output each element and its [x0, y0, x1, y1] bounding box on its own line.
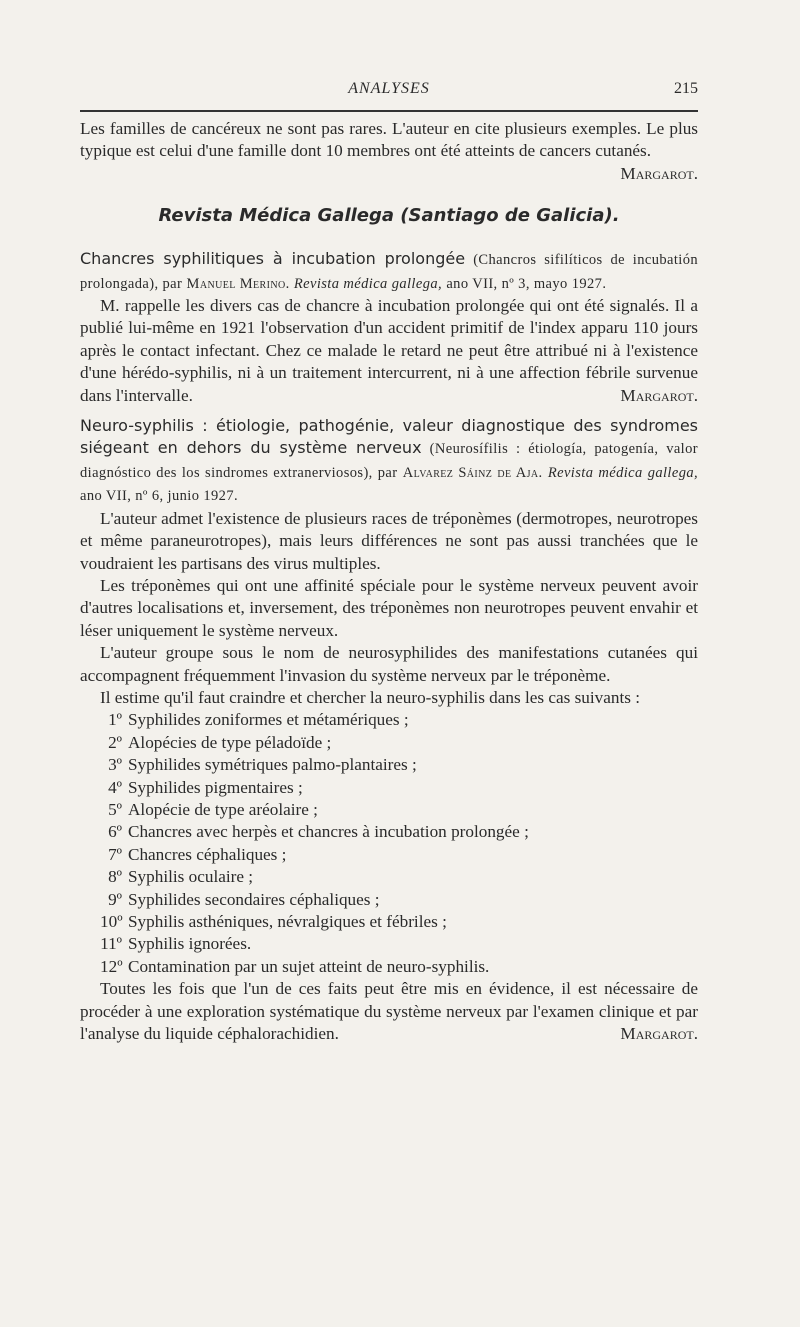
article2-paragraph-2: Les tréponèmes qui ont une affinité spéciale pour le système nerveux peuvent avoir d'autres localisations et, inversement, des tréponèmes non neurotropes peuvent envahir et léser uniquement le système nerveux. — [80, 575, 698, 640]
list-item-text: Syphilis asthéniques, névralgiques et fébriles ; — [128, 912, 447, 931]
list-item-number: 7º — [108, 844, 122, 864]
list-item-text: Chancres avec herpès et chancres à incubation prolongée ; — [128, 822, 529, 842]
article2-meta: (Neurosífilis : étiología, patogenía, valor diagnóstico des los sindromes extranerviosos), par — [80, 441, 698, 481]
page-number: 215 — [674, 80, 698, 97]
article2-heading — [80, 415, 698, 508]
article1-body-paragraph — [80, 295, 698, 407]
article2-paragraph-1: L'auteur admet l'existence de plusieurs races de tréponèmes (dermotropes, neurotropes et même paraneurotropes), mais leurs différences ne sont pas aussi tranchées que le voudraient les partisans des virus multiples. — [80, 508, 698, 573]
list-item-number: 10º — [100, 912, 123, 931]
list-item — [80, 799, 698, 821]
journal-title: Revista Médica Gallega (Santiago de Galicia). — [158, 205, 620, 227]
list-item-text: Syphilides secondaires céphaliques ; — [128, 889, 380, 909]
indication-list — [80, 709, 698, 978]
article1-author: Manuel Merino. — [186, 275, 290, 292]
list-item-text: Chancres céphaliques ; — [128, 844, 287, 864]
article2-signature: Margarot. — [620, 1024, 698, 1044]
intro-signature: Margarot. — [620, 163, 698, 183]
list-item-text: Syphilides zoniformes et métamériques ; — [128, 710, 409, 730]
list-item — [80, 956, 698, 978]
list-item-number: 4º — [108, 777, 122, 797]
article2-paragraph-5-text: Toutes les fois que l'un de ces faits peut être mis en évidence, il est nécessaire de procéder à une exploration systématique du système nerveux par l'examen clinique et par l'analyse du liquide céphalorachidien. — [80, 979, 698, 1044]
article1-signature: Margarot. — [620, 385, 698, 405]
article2-issue: ano VII, nº 6, junio 1927. — [80, 488, 239, 505]
list-item — [80, 754, 698, 776]
article2-author: Alvarez Sáinz de Aja. — [402, 464, 543, 481]
article-chancres — [80, 248, 698, 407]
list-item-number: 6º — [108, 822, 122, 842]
list-item — [80, 933, 698, 955]
header-rule — [80, 110, 698, 112]
list-item-number: 11º — [100, 934, 122, 954]
list-item-text: Alopécies de type péladoïde ; — [128, 732, 332, 752]
list-item-number: 9º — [108, 889, 122, 909]
article2-title: Neuro-syphilis : étiologie, pathogénie, valeur diagnostique des syndromes siégeant en dehors du système nerveux — [80, 416, 698, 458]
page — [80, 80, 698, 1045]
article1-meta: (Chancros sifilíticos de incubatión prolongada), par — [80, 252, 698, 292]
list-item-text: Alopécie de type aréolaire ; — [128, 799, 318, 819]
list-item — [80, 844, 698, 866]
article1-body: M. rappelle les divers cas de chancre à incubation prolongée qui ont été signalés. Il a publié lui-même en 1921 l'observation d'un accident primitif de l'index apparu 110 jours après le contact infectant. Chez ce malade le retard ne peut être attribué ni à l'existence d'une hérédo-syphilis, ni à un traitement intercurrent, ni à une affection fébrile survenue dans l'intervalle. — [80, 296, 698, 405]
list-item — [80, 821, 698, 843]
list-item-number: 8º — [108, 867, 122, 887]
list-item-number: 2º — [108, 732, 122, 752]
running-head — [80, 80, 698, 110]
list-item-number: 1º — [108, 710, 122, 730]
running-title: ANALYSES — [348, 80, 430, 97]
article-neurosyphilis — [80, 415, 698, 1045]
article2-paragraph-3: L'auteur groupe sous le nom de neurosyphilides des manifestations cutanées qui accompagnent fréquemment l'invasion du système nerveux par le tréponème. — [80, 643, 698, 685]
list-item — [80, 777, 698, 799]
article1-journal-ref: Revista médica gallega, — [293, 275, 443, 292]
list-item — [80, 709, 698, 731]
list-item — [80, 911, 698, 933]
article1-heading — [80, 248, 698, 295]
list-item-text: Syphilis oculaire ; — [128, 867, 254, 887]
article2-paragraph-5 — [80, 978, 698, 1045]
list-item-number: 3º — [108, 755, 122, 775]
article1-title: Chancres syphilitiques à incubation prolongée — [80, 249, 466, 269]
intro-paragraph — [80, 118, 698, 183]
list-item — [80, 866, 698, 888]
list-item-text: Syphilides symétriques palmo-plantaires ; — [128, 755, 417, 775]
list-item — [80, 889, 698, 911]
list-item — [80, 732, 698, 754]
list-item-number: 12º — [100, 956, 123, 976]
intro-text: Les familles de cancéreux ne sont pas rares. L'auteur en cite plusieurs exemples. Le plus typique est celui d'une famille dont 10 membres ont été atteints de cancers cutanés. — [80, 119, 698, 161]
list-item-text: Contamination par un sujet atteint de neuro-syphilis. — [128, 956, 490, 976]
list-item-number: 5º — [108, 799, 122, 819]
article2-paragraph-4: Il estime qu'il faut craindre et chercher la neuro-syphilis dans les cas suivants : — [100, 687, 641, 707]
article2-journal-ref: Revista médica gallega, — [547, 464, 699, 481]
article1-issue: ano VII, nº 3, mayo 1927. — [446, 275, 607, 292]
list-item-text: Syphilides pigmentaires ; — [128, 777, 303, 797]
list-item-text: Syphilis ignorées. — [128, 934, 252, 954]
